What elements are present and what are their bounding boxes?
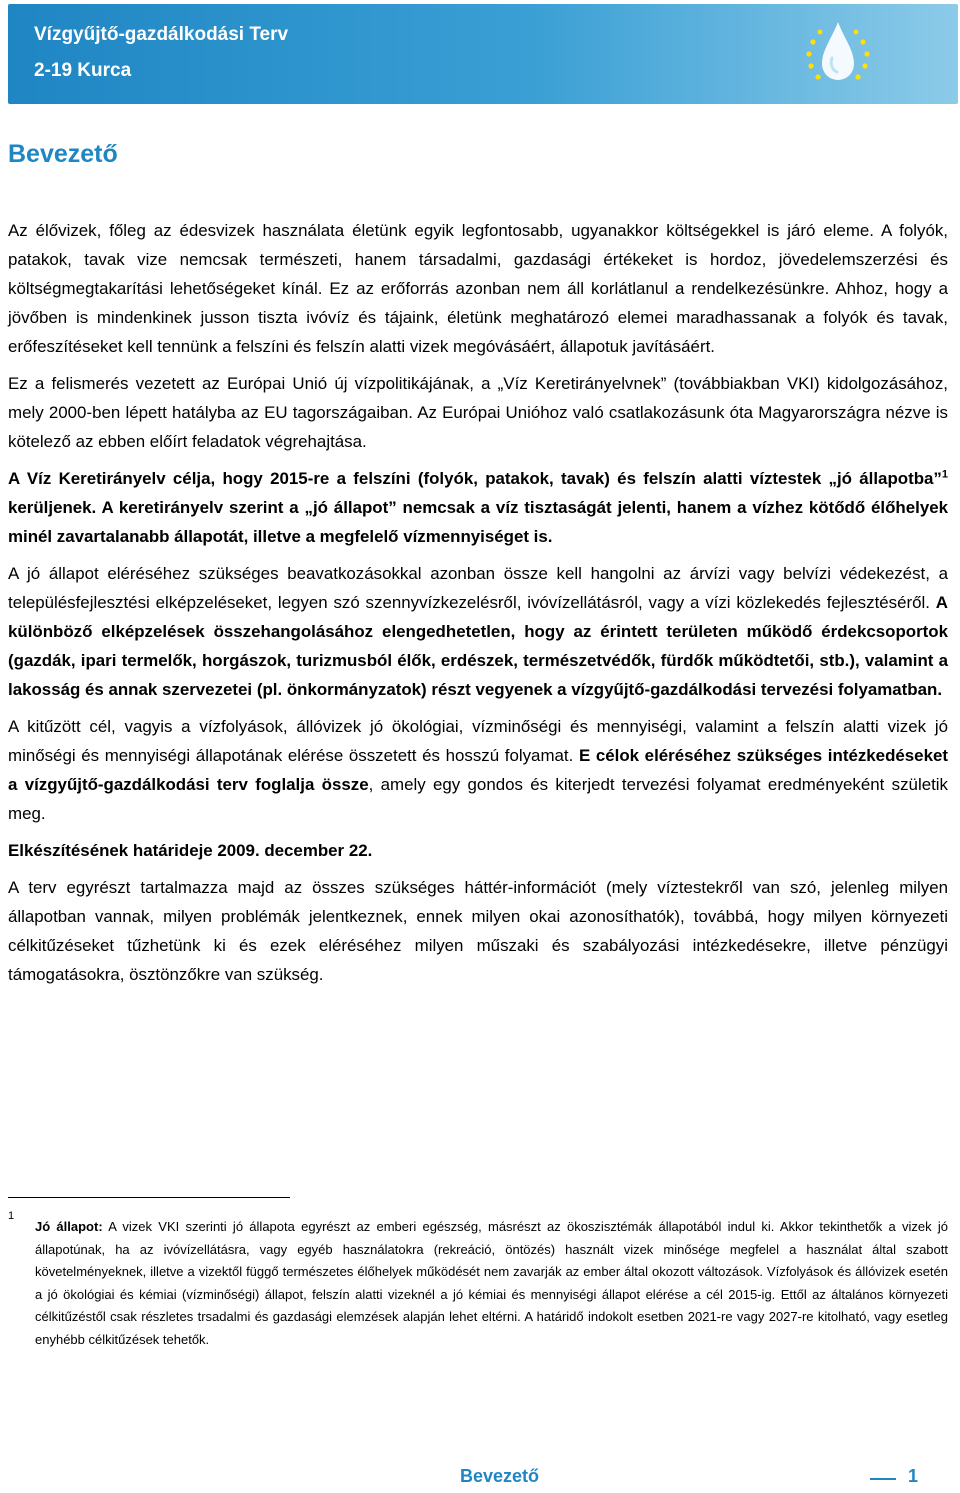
paragraph-goal bbox=[8, 464, 948, 551]
stakeholders-text: A jó állapot eléréséhez szükséges beavatkozásokkal azonban össze kell hangolni az árvízi vagy belvízi védekezést, a településfejlesztési elképzeléseket, legyen szó szennyvízkezelésről, ivóvízellátásról, vagy a vízi közlekedés fejlesztéséről. bbox=[8, 564, 948, 612]
footnote-ref: 1 bbox=[941, 468, 948, 481]
footnote-text: A vizek VKI szerinti jó állapota egyrészt az emberi egészség, másrészt az ökoszisztémák állapotából indul ki. Akkor tekinthetők a vizek jó állapotúnak, ha az ivóvízellátásra, vagy egyéb használatokra (rekreáció, öntözés) használt vizek minősége megfelel a használat által szabott követelményeknek, illetve a vizektől függő természetes élőhelyek működését nem zavarják az ember által okozott változások. Vízfolyások és állóvizek esetén a jó ökológiai és kémiai (vízminőségi) állapot, felszín alatti vizeknél a jó kémiai és mennyiségi állapot elérése a cél 2015-ig. Ettől az általános környezeti célkitűzéstől csak részletes trsadalmi és gazdasági elemzések alapján lehet eltérni. A határidő indokolt esetben 2021-re vagy 2027-re kitolható, vagy esetleg enyhébb célkitűzések tehetők. bbox=[35, 1219, 948, 1347]
plan-text-a: A kitűzött cél, vagyis a vízfolyások, állóvizek jó ökológiai, vízminőségi és mennyiségi, valamint a felszín alatti vizek jó minőségi és mennyiségi állapotának elérése összetett és hosszú folyamat. bbox=[8, 717, 948, 765]
paragraph-deadline bbox=[8, 836, 948, 865]
plan-bold-text: E célok eléréséhez szükséges intézkedéseket a vízgyűjtő-gazdálkodási terv foglalja össze bbox=[8, 746, 948, 794]
header-band bbox=[8, 4, 958, 104]
paragraph-intro: Az élővizek, főleg az édesvizek használata életünk egyik legfontosabb, ugyanakkor költségekkel is járó eleme. A folyók, patakok, tavak vize nemcsak természeti, hanem társadalmi, gazdasági értékeket is hordoz, jövedelemszerzési és költségmegtakarítási lehetőségeket kínál. Ez az erőforrás azonban nem áll korlátlanul a rendelkezésünkre. Ahhoz, hogy a jövőben is mindenkinek jusson tiszta ivóvíz és tájaink, életünk meghatározó elemei maradhassanak a folyók és tavak, erőfeszítéseket kell tennünk a felszíni és felszín alatti vizek megóvásáért, állapotuk javításáért. bbox=[8, 221, 948, 356]
paragraph-contents: A terv egyrészt tartalmazza majd az összes szükséges háttér-információt (mely víztestekről van szó, jelenleg milyen állapotban vannak, milyen problémák jelentkeznek, ennek milyen okai azonosíthatók), továbbá, hogy milyen környezeti célkitűzéseket tűzhetünk ki és ezek eléréséhez milyen műszaki és szabályozási intézkedésekre, illetve pénzügyi támogatásokra, ösztönzőkre van szükség. bbox=[8, 878, 948, 984]
footer-page-number: 1 bbox=[908, 1466, 919, 1486]
document-body bbox=[8, 216, 948, 997]
deadline-text: Elkészítésének határideje 2009. december 22. bbox=[8, 841, 373, 860]
goal-text-b: kerüljenek. A keretirányelv szerint a „jó állapot” nemcsak a víz tisztaságát jelenti, hanem a vízhez kötődő élőhelyek minél zavartalanabb állapotát, illetve a megfelelő vízmennyiséget is. bbox=[8, 498, 948, 546]
page-title: Bevezető bbox=[8, 140, 118, 168]
footer-dash bbox=[870, 1478, 896, 1480]
stakeholders-bold-text: A különböző elképzelések összehangolásához elengedhetetlen, hogy az érintett területen működő érdekcsoportok (gazdák, ipari termelők, horgászok, turizmusból élők, erdészek, természetvédők, fürdők működtetői, stb.), valamint a lakosság és annak szervezetei (pl. önkormányzatok) részt vegyenek a vízgyűjtő-gazdálkodási tervezési folyamatban. bbox=[8, 593, 948, 699]
goal-text-a: A Víz Keretirányelv célja, hogy 2015-re a felszíni (folyók, patakok, tavak) és felszín alatti víztestek „jó állapotba” bbox=[8, 469, 942, 488]
paragraph-eu-directive: Ez a felismerés vezetett az Európai Unió új vízpolitikájának, a „Víz Keretirányelvnek” (továbbiakban VKI) kidolgozásához, mely 2000-ben lépett hatályba az EU tagországaiban. Az Európai Unióhoz való csatlakozásunk óta Magyarországra nézve is kötelező az ebben előírt feladatok végrehajtása. bbox=[8, 374, 948, 451]
footnote-divider bbox=[8, 1197, 290, 1198]
header-plan-title: Vízgyűjtő-gazdálkodási Terv bbox=[34, 24, 289, 45]
paragraph-plan bbox=[8, 712, 948, 828]
footer-section-name: Bevezető bbox=[460, 1466, 540, 1486]
footnote-number: 1 bbox=[8, 1210, 15, 1222]
plan-text-c: , amely egy gondos és kiterjedt tervezési folyamat eredményeként születik meg. bbox=[8, 775, 948, 823]
footnote-term: Jó állapot: bbox=[35, 1219, 103, 1234]
water-drop-eu-stars-icon bbox=[796, 12, 880, 96]
header-basin-name: 2-19 Kurca bbox=[34, 60, 132, 81]
paragraph-stakeholders bbox=[8, 559, 948, 704]
footnote bbox=[35, 1216, 948, 1351]
